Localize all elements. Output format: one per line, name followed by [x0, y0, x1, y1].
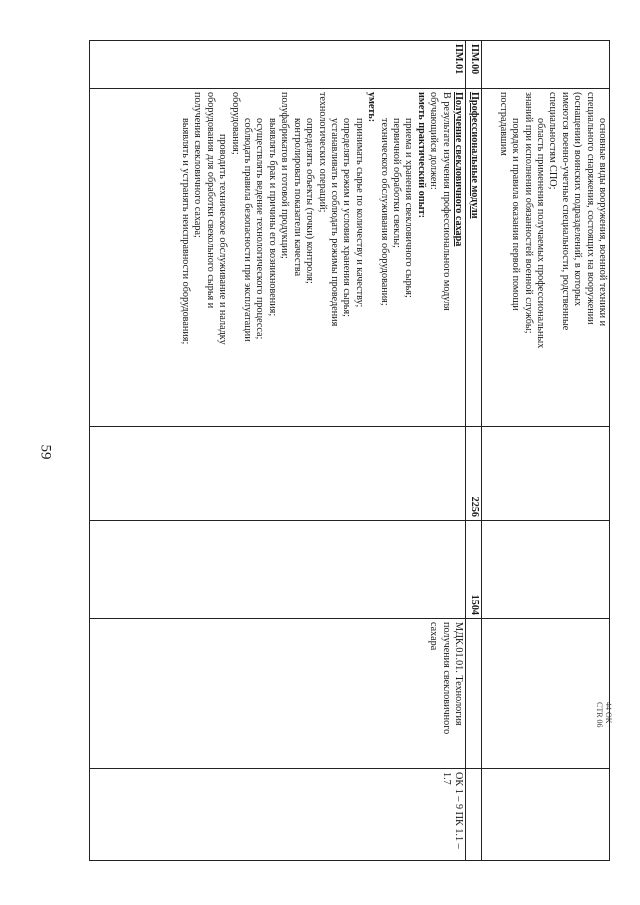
description-line: оборудования;: [229, 92, 241, 155]
row-mandatory-hours: [482, 521, 610, 619]
table-row: [482, 41, 610, 861]
description-line: определять объекты (точки) контроля;: [304, 118, 316, 284]
row-code: ПМ.01: [90, 41, 466, 89]
row-total-hours: 2256: [466, 427, 482, 521]
row-mandatory-hours: 1504: [466, 521, 482, 619]
description-line: технического обслуживания оборудования;: [378, 118, 390, 306]
row-discipline: МДК.01.01. Технология получения свекловичного сахара: [90, 619, 466, 769]
description-line: имеются военно-учетные специальности, родственные: [559, 92, 571, 331]
description-line: соблюдать правила безопасности при эксплуатации: [242, 118, 254, 342]
row-total-hours: [90, 427, 466, 521]
description-line: определять режим и условия хранения сырья;: [341, 118, 353, 317]
description-line: технологических операций;: [316, 92, 328, 213]
description-line: уметь:: [366, 92, 378, 123]
row-discipline: [466, 619, 482, 769]
description-line: контролировать показатели качества: [291, 118, 303, 277]
row-mandatory-hours: [90, 521, 466, 619]
description-line: В результате изучения профессионального модуля: [440, 92, 452, 311]
description-line: выявлять брак и причины его возникновения;: [266, 118, 278, 317]
description-line: обучающийся должен:: [428, 92, 440, 190]
table-row: [90, 41, 466, 861]
row-competencies: [482, 769, 610, 861]
description-line: проводить техническое обслуживание и наладку: [217, 134, 229, 345]
description-line: осуществлять ведение технологического процесса;: [254, 118, 266, 340]
description-line: область применения получаемых профессиональных: [534, 118, 546, 349]
page-number: 59: [37, 444, 54, 460]
description-line: специального снаряжения, состоящих на вооружении: [584, 92, 596, 325]
row-description: [482, 89, 610, 427]
row-competencies: ОК 1 – 9 ПК 1.1 – 1.7: [90, 769, 466, 861]
row-code: [482, 41, 610, 89]
description-line: оборудования для обработки свекольного сырья и: [204, 92, 216, 309]
description-line: получения свекловичного сахара;: [192, 92, 204, 238]
description-line: основные виды вооружения, военной техники и: [597, 118, 608, 327]
description-line: специальностям СПО;: [547, 92, 559, 190]
description-line: (оснащении) воинских подразделений, в которых: [572, 92, 584, 307]
description-line: порядок и правила оказания первой помощи: [510, 118, 522, 311]
description-line: первичной обработки свеклы;: [390, 118, 402, 248]
row-competencies: [466, 769, 482, 861]
description-line: Получение свекловичного сахара: [453, 92, 464, 247]
footer-code: 44 OK CTR 06: [595, 702, 613, 728]
table-row: [466, 41, 482, 861]
description-line: приема и хранения свекловичного сырья;: [403, 118, 415, 298]
curriculum-table: [90, 40, 610, 860]
description-line: выявлять и устранять неисправности оборудования;: [180, 118, 192, 345]
description-line: принимать сырье по количеству и качеству;: [353, 118, 365, 308]
row-code: ПМ.00: [466, 41, 482, 89]
description-line: пострадавшим: [497, 92, 509, 156]
description-line: Профессиональные модули: [469, 92, 480, 219]
row-total-hours: [482, 427, 610, 521]
description-line: полуфабрикатов и готовой продукции;: [279, 92, 291, 259]
description-line: устанавливать и соблюдать режимы проведения: [328, 118, 340, 327]
description-line: знаний при исполнении обязанностей военной службы;: [522, 92, 534, 334]
row-description: [90, 89, 466, 427]
description-line: иметь практический опыт:: [415, 92, 427, 219]
row-discipline: [482, 619, 610, 769]
table-body: [90, 41, 610, 861]
row-description: [466, 89, 482, 427]
